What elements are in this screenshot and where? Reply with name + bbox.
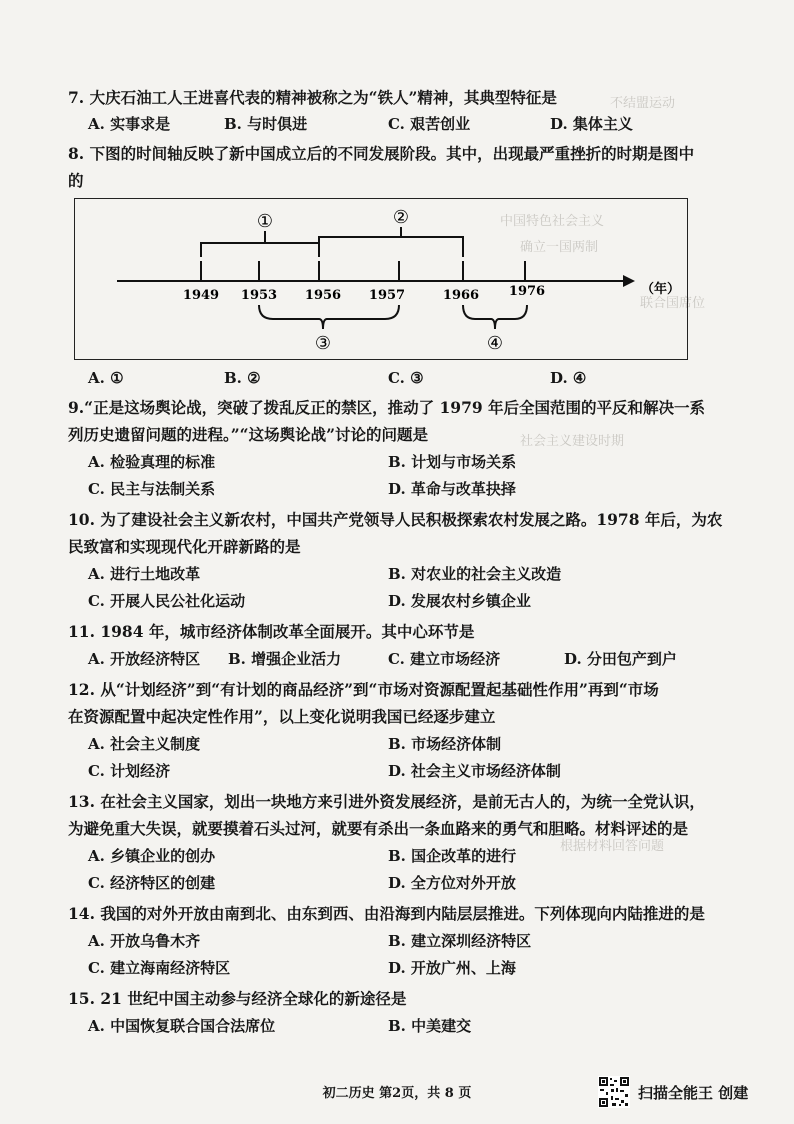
option-d[interactable]: D. 革命与改革抉择 [388,480,516,498]
option-c[interactable]: C. 开展人民公社化运动 [88,592,246,610]
period-marker-3: ③ [314,333,332,354]
brace-period-1 [201,243,319,257]
option-d[interactable]: D. ④ [550,369,587,387]
question-10-stem-line1: 10. 为了建设社会主义新农村，中国共产党领导人民积极探索农村发展之路。1978 年后，为农 [68,510,723,529]
timeline-svg [75,199,687,359]
year-label: 1976 [508,284,546,299]
year-label: 1956 [304,288,342,303]
scanner-watermark [598,1076,788,1112]
question-15-stem: 15. 21 世纪中国主动参与经济全球化的新途径是 [68,989,407,1008]
question-9-stem-line1: 9.“正是这场舆论战，突破了拨乱反正的禁区，推动了 1979 年后全国范围的平反和解决一系 [68,398,706,417]
option-d[interactable]: D. 全方位对外开放 [388,874,516,892]
option-c[interactable]: C. ③ [388,369,424,387]
page-footer: 初二历史 第2页，共 8 页 [322,1086,472,1101]
question-12-stem-line2: 在资源配置中起决定性作用”，以上变化说明我国已经逐步建立 [68,707,496,726]
year-label: 1953 [240,288,278,303]
timeline-figure [74,198,688,360]
question-7-stem: 7. 大庆石油工人王进喜代表的精神被称之为“铁人”精神，其典型特征是 [68,88,557,107]
option-a[interactable]: A. 中国恢复联合国合法席位 [88,1017,276,1035]
watermark-text: 扫描全能王 创建 [638,1084,749,1102]
year-label: 1966 [442,288,480,303]
option-b[interactable]: B. 建立深圳经济特区 [388,932,532,950]
year-label: 1957 [368,288,406,303]
question-8-stem-line2: 的 [68,171,84,190]
option-a[interactable]: A. 开放经济特区 [88,650,201,668]
option-d[interactable]: D. 分田包产到户 [564,650,677,668]
option-c[interactable]: C. 建立海南经济特区 [88,959,231,977]
period-marker-2: ② [392,207,410,228]
period-marker-1: ① [256,211,274,232]
question-12-stem-line1: 12. 从“计划经济”到“有计划的商品经济”到“市场对资源配置起基础性作用”再到“市场 [68,680,659,699]
question-13-stem-line1: 13. 在社会主义国家，划出一块地方来引进外资发展经济，是前无古人的，为统一全党认识， [68,792,705,811]
brace-period-2 [319,237,463,257]
option-a[interactable]: A. 社会主义制度 [88,735,201,753]
option-b[interactable]: B. 市场经济体制 [388,735,502,753]
bleed-through-text: 根据材料回答问题 [560,839,665,854]
option-c[interactable]: C. 建立市场经济 [388,650,501,668]
option-c[interactable]: C. 经济特区的创建 [88,874,216,892]
option-d[interactable]: D. 开放广州、上海 [388,959,516,977]
option-a[interactable]: A. 实事求是 [88,115,171,133]
option-c[interactable]: C. 计划经济 [88,762,171,780]
question-10-stem-line2: 民致富和实现现代化开辟新路的是 [68,537,301,556]
option-b[interactable]: B. 中美建交 [388,1017,472,1035]
brace-period-3 [259,305,399,329]
option-a[interactable]: A. 进行土地改革 [88,565,201,583]
question-8-stem-line1: 8. 下图的时间轴反映了新中国成立后的不同发展阶段。其中，出现最严重挫折的时期是图中 [68,144,695,163]
question-14-stem: 14. 我国的对外开放由南到北、由东到西、由沿海到内陆层层推进。下列体现向内陆推进的是 [68,904,705,923]
year-label: 1949 [182,288,220,303]
bleed-through-text: 联合国席位 [640,296,706,311]
option-b[interactable]: B. 增强企业活力 [228,650,342,668]
option-a[interactable]: A. 检验真理的标准 [88,453,216,471]
question-13-stem-line2: 为避免重大失误，就要摸着石头过河，就要有杀出一条血路来的勇气和胆略。材料评述的是 [68,819,689,838]
option-a[interactable]: A. 乡镇企业的创办 [88,847,216,865]
option-d[interactable]: D. 集体主义 [550,115,633,133]
option-a[interactable]: A. ① [88,369,124,387]
option-b[interactable]: B. 对农业的社会主义改造 [388,565,562,583]
bleed-through-text: 确立一国两制 [520,240,599,255]
option-c[interactable]: C. 艰苦创业 [388,115,471,133]
qr-code-icon [598,1076,630,1108]
option-b[interactable]: B. ② [224,369,261,387]
option-d[interactable]: D. 社会主义市场经济体制 [388,762,561,780]
option-d[interactable]: D. 发展农村乡镇企业 [388,592,531,610]
period-marker-4: ④ [486,333,504,354]
option-b[interactable]: B. 与时俱进 [224,115,308,133]
unit-label: （年） [641,282,681,297]
bleed-through-text: 中国特色社会主义 [500,214,605,229]
brace-period-4 [463,305,527,329]
option-a[interactable]: A. 开放乌鲁木齐 [88,932,201,950]
option-b[interactable]: B. 国企改革的进行 [388,847,517,865]
question-9-stem-line2: 列历史遗留问题的进程。”“这场舆论战”讨论的问题是 [68,425,428,444]
question-11-stem: 11. 1984 年，城市经济体制改革全面展开。其中心环节是 [68,622,475,641]
bleed-through-text: 不结盟运动 [610,96,676,111]
option-b[interactable]: B. 计划与市场关系 [388,453,517,471]
timeline-arrow-icon [623,275,635,287]
option-c[interactable]: C. 民主与法制关系 [88,480,216,498]
bleed-through-text: 社会主义建设时期 [520,434,625,449]
